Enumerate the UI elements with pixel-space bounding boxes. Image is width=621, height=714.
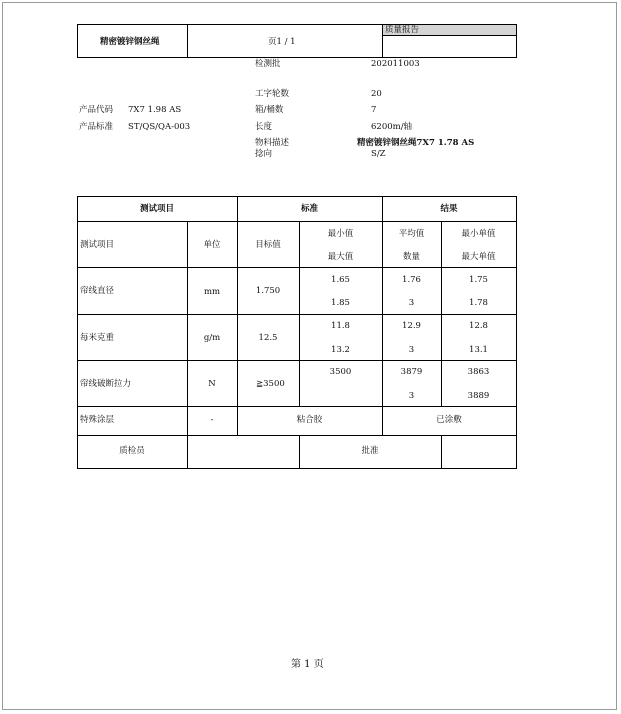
row1-min: 1.65	[331, 275, 350, 285]
batch-value: 202011003	[371, 59, 420, 69]
standard-value: ST/QS/QA-003	[128, 122, 191, 132]
coating-standard: 粘合胶	[296, 415, 323, 425]
row1-max-single: 1.78	[469, 298, 488, 308]
row1-item: 帘线直径	[80, 286, 115, 296]
row1-max: 1.85	[331, 298, 350, 308]
batch-label: 检测批	[255, 59, 281, 69]
col-unit: 单位	[203, 240, 221, 250]
row3-max-single: 3889	[467, 391, 490, 401]
row1-count: 3	[408, 298, 415, 308]
col-target: 目标值	[255, 240, 281, 250]
row3-item: 帘线破断拉力	[80, 379, 132, 389]
coating-unit: -	[210, 415, 214, 425]
length-label: 长度	[255, 122, 273, 132]
approve-label: 批准	[361, 446, 379, 456]
page-number: 第 1 页	[291, 659, 324, 670]
length-value: 6200m/轴	[371, 122, 413, 132]
col-max-single: 最大单值	[461, 252, 496, 262]
coating-result: 已涂敷	[436, 415, 462, 425]
col-avg: 平均值	[398, 229, 425, 239]
report-title: 质量报告	[385, 25, 420, 35]
col-min: 最小值	[327, 229, 354, 239]
row2-max-single: 13.1	[469, 345, 488, 355]
twist-value: S/Z	[371, 149, 386, 159]
twist-label: 捻向	[255, 149, 273, 159]
col-count: 数量	[402, 252, 420, 262]
inspector-label: 质检员	[119, 446, 145, 456]
code-label: 产品代码	[79, 105, 114, 115]
group-result: 结果	[440, 204, 458, 214]
group-test: 测试项目	[139, 204, 174, 214]
row3-min-single: 3863	[467, 367, 490, 377]
coating-label: 特殊涂层	[80, 415, 115, 425]
wheel-value: 20	[371, 89, 382, 99]
row3-min: 3500	[329, 367, 352, 377]
row2-count: 3	[408, 345, 415, 355]
row2-target: 12.5	[258, 333, 278, 343]
page-info: 页1 / 1	[268, 37, 296, 47]
row2-min: 11.8	[331, 321, 350, 331]
row1-target: 1.750	[255, 286, 281, 296]
wheel-label: 工字轮数	[255, 89, 290, 99]
row1-min-single: 1.75	[469, 275, 488, 285]
box-label: 箱/桶数	[255, 105, 284, 115]
standard-label: 产品标准	[79, 122, 114, 132]
row2-avg: 12.9	[402, 321, 421, 331]
row2-item: 每米克重	[80, 333, 115, 343]
row3-target: ≧3500	[256, 379, 285, 389]
row3-count: 3	[408, 391, 415, 401]
product-title: 精密镀锌钢丝绳	[100, 37, 160, 47]
col-item: 测试项目	[80, 240, 115, 250]
row2-unit: g/m	[203, 333, 221, 343]
row2-min-single: 12.8	[469, 321, 488, 331]
box-value: 7	[371, 105, 377, 115]
row2-max: 13.2	[331, 345, 350, 355]
row1-avg: 1.76	[402, 275, 421, 285]
row3-unit: N	[208, 379, 216, 389]
col-max: 最大值	[327, 252, 354, 262]
row3-avg: 3879	[400, 367, 423, 377]
material-label: 物料描述	[255, 138, 290, 148]
code-value: 7X7 1.98 AS	[128, 105, 182, 115]
col-min-single: 最小单值	[461, 229, 496, 239]
group-standard: 标准	[300, 204, 318, 214]
row1-unit: mm	[203, 287, 221, 297]
material-value: 精密镀锌钢丝绳7X7 1.78 AS	[357, 138, 475, 148]
